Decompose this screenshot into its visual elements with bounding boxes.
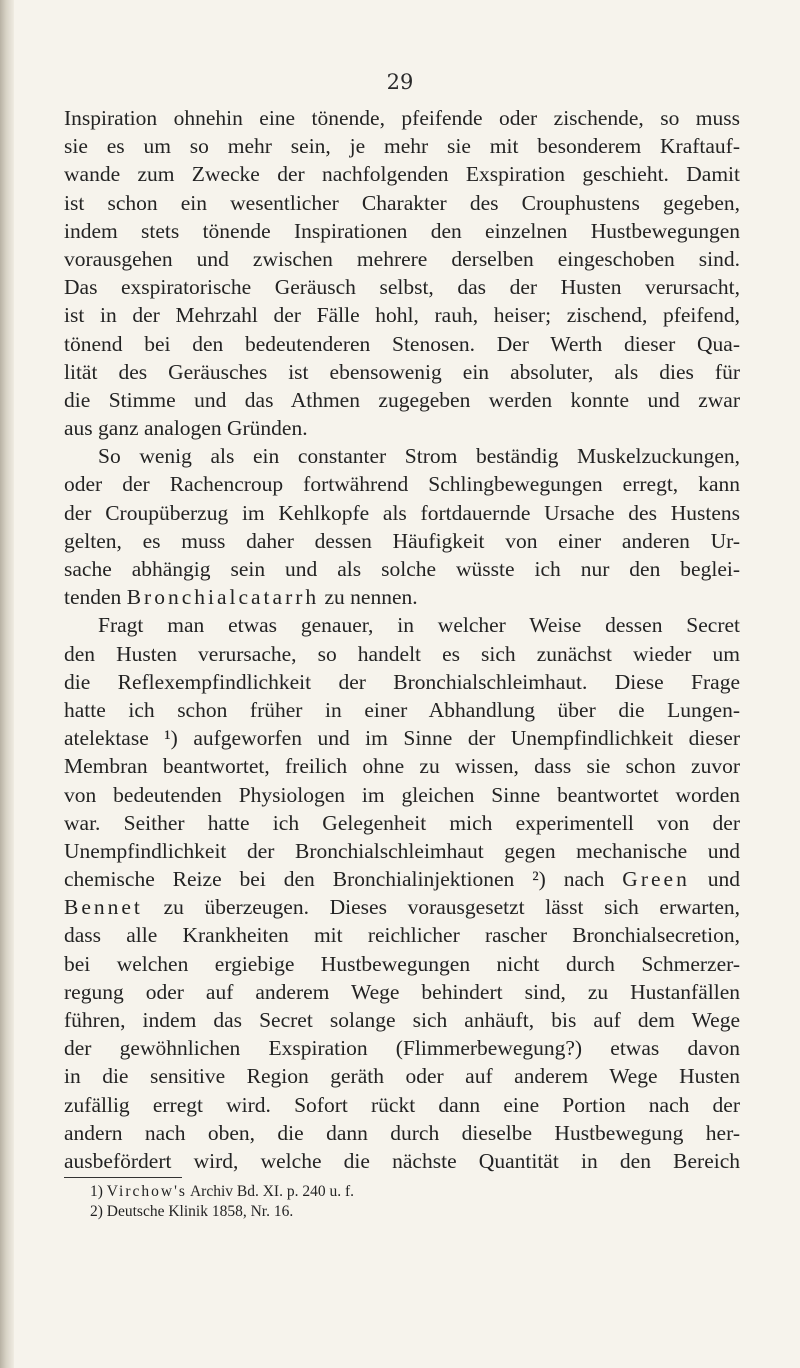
footnote-text: Archiv Bd. XI. p. 240 u. f.: [189, 1183, 354, 1200]
line-text-rest: und: [707, 867, 741, 892]
text-line: [64, 865, 740, 893]
line-text: aus ganz analogen Gründen.: [64, 416, 308, 441]
text-line: [64, 358, 740, 386]
footnote-author: Virchow's: [106, 1183, 187, 1200]
text-line: [64, 893, 740, 921]
footnote-rule: [64, 1177, 182, 1178]
line-text: dass alle Krankheiten mit reichlicher rascher Bronchialsecretion,: [64, 923, 740, 948]
line-text: atelektase ¹) aufgeworfen und im Sinne der Unempfindlichkeit dieser: [64, 726, 740, 751]
text-line: [64, 583, 740, 611]
text-line: [64, 611, 740, 639]
text-line: [64, 1034, 740, 1062]
line-text: Das exspiratorische Geräusch selbst, das der Husten verursacht,: [64, 275, 740, 300]
line-text: chemische Reize bei den Bronchialinjektionen ²) nach: [64, 867, 605, 892]
text-line: [64, 442, 740, 470]
line-text: lität des Geräusches ist ebensowenig ein absoluter, als dies für: [64, 359, 740, 384]
text-line: [64, 104, 740, 132]
spaced-name: Bronchialcatarrh: [126, 585, 320, 610]
line-text: wande zum Zwecke der nachfolgenden Exspiration geschieht. Damit: [64, 162, 740, 187]
line-text: ausbefördert wird, welche die nächste Quantität in den Bereich: [64, 1148, 740, 1173]
text-line: [64, 301, 740, 329]
line-text: indem stets tönende Inspirationen den einzelnen Hustbewegungen: [64, 218, 740, 243]
body-text: [64, 104, 740, 1175]
line-text: ist in der Mehrzahl der Fälle hohl, rauh, heiser; zischend, pfeifend,: [64, 303, 740, 328]
line-text: regung oder auf anderem Wege behindert sind, zu Hustanfällen: [64, 979, 740, 1004]
text-line: [64, 1006, 740, 1034]
line-text: die Reflexempfindlichkeit der Bronchialschleimhaut. Diese Frage: [64, 669, 740, 694]
line-text: führen, indem das Secret solange sich anhäuft, bis auf dem Wege: [64, 1008, 740, 1032]
text-line: [64, 1062, 740, 1090]
line-text: war. Seither hatte ich Gelegenheit mich experimentell von der: [64, 810, 740, 835]
text-line: [64, 978, 740, 1006]
footnotes: [90, 1182, 730, 1222]
footnote: [90, 1182, 730, 1202]
line-text: So wenig als ein constanter Strom beständig Muskelzuckungen,: [98, 444, 740, 469]
line-text: den Husten verursache, so handelt es sich zunächst wieder um: [64, 641, 740, 666]
text-line: [64, 160, 740, 188]
footnote-mark: 1): [90, 1183, 103, 1200]
text-line: [64, 132, 740, 160]
line-text: tenden: [64, 585, 122, 610]
spaced-name: Green: [622, 867, 690, 892]
text-line: [64, 217, 740, 245]
text-line: [64, 921, 740, 949]
text-line: [64, 950, 740, 978]
text-line: [64, 245, 740, 273]
line-text: vorausgehen und zwischen mehrere derselben eingeschoben sind.: [64, 246, 740, 271]
text-line: [64, 414, 740, 442]
line-text-rest: zu überzeugen. Dieses vorausgesetzt lässt sich erwarten,: [163, 895, 740, 920]
text-line: [64, 189, 740, 217]
line-text: ist schon ein wesentlicher Charakter des Crouphustens gegeben,: [64, 190, 740, 215]
line-text: sache abhängig sein und als solche wüsste ich nur den beglei-: [64, 557, 740, 581]
line-text: Membran beantwortet, freilich ohne zu wissen, dass sie schon zuvor: [64, 754, 740, 779]
line-text: gelten, es muss daher dessen Häufigkeit von einer anderen Ur-: [64, 528, 740, 553]
text-line: [64, 555, 740, 583]
footnote-text: Deutsche Klinik 1858, Nr. 16.: [106, 1203, 294, 1220]
line-text: in die sensitive Region geräth oder auf anderem Wege Husten: [64, 1064, 740, 1089]
line-text: Fragt man etwas genauer, in welcher Weise dessen Secret: [98, 613, 740, 638]
line-text: Inspiration ohnehin eine tönende, pfeifende oder zischende, so muss: [64, 106, 740, 130]
text-line: [64, 330, 740, 358]
text-line: [64, 1119, 740, 1147]
binding-edge: [0, 0, 14, 1368]
text-line: [64, 837, 740, 865]
text-line: [64, 1147, 740, 1175]
line-text: sie es um so mehr sein, je mehr sie mit besonderem Kraftauf-: [64, 134, 740, 159]
text-line: [64, 781, 740, 809]
text-line: [64, 668, 740, 696]
line-text: von bedeutenden Physiologen im gleichen Sinne beantwortet worden: [64, 782, 740, 807]
line-text-rest: zu nennen.: [324, 585, 418, 610]
footnote-mark: 2): [90, 1203, 103, 1220]
text-line: [64, 809, 740, 837]
line-text: zufällig erregt wird. Sofort rückt dann eine Portion nach der: [64, 1092, 740, 1117]
line-text: hatte ich schon früher in einer Abhandlung über die Lungen-: [64, 697, 740, 722]
text-line: [64, 696, 740, 724]
line-text: tönend bei den bedeutenderen Stenosen. Der Werth dieser Qua-: [64, 331, 740, 356]
line-text: Unempfindlichkeit der Bronchialschleimhaut gegen mechanische und: [64, 838, 740, 863]
text-line: [64, 1091, 740, 1119]
text-line: [64, 527, 740, 555]
text-line: [64, 273, 740, 301]
text-line: [64, 724, 740, 752]
line-text: der gewöhnlichen Exspiration (Flimmerbewegung?) etwas davon: [64, 1036, 740, 1061]
line-text: andern nach oben, die dann durch dieselbe Hustbewegung her-: [64, 1120, 740, 1145]
line-text: der Croupüberzug im Kehlkopfe als fortdauernde Ursache des Hustens: [64, 500, 740, 525]
spaced-name: Bennet: [64, 895, 143, 920]
line-text: oder der Rachencroup fortwährend Schlingbewegungen erregt, kann: [64, 472, 740, 497]
text-line: [64, 499, 740, 527]
text-line: [64, 386, 740, 414]
page-number: 29: [386, 70, 414, 94]
line-text: die Stimme und das Athmen zugegeben werden konnte und zwar: [64, 387, 740, 412]
text-line: [64, 470, 740, 498]
footnote: [90, 1202, 730, 1222]
line-text: bei welchen ergiebige Hustbewegungen nicht durch Schmerzer-: [64, 951, 740, 976]
text-line: [64, 640, 740, 668]
text-line: [64, 752, 740, 780]
